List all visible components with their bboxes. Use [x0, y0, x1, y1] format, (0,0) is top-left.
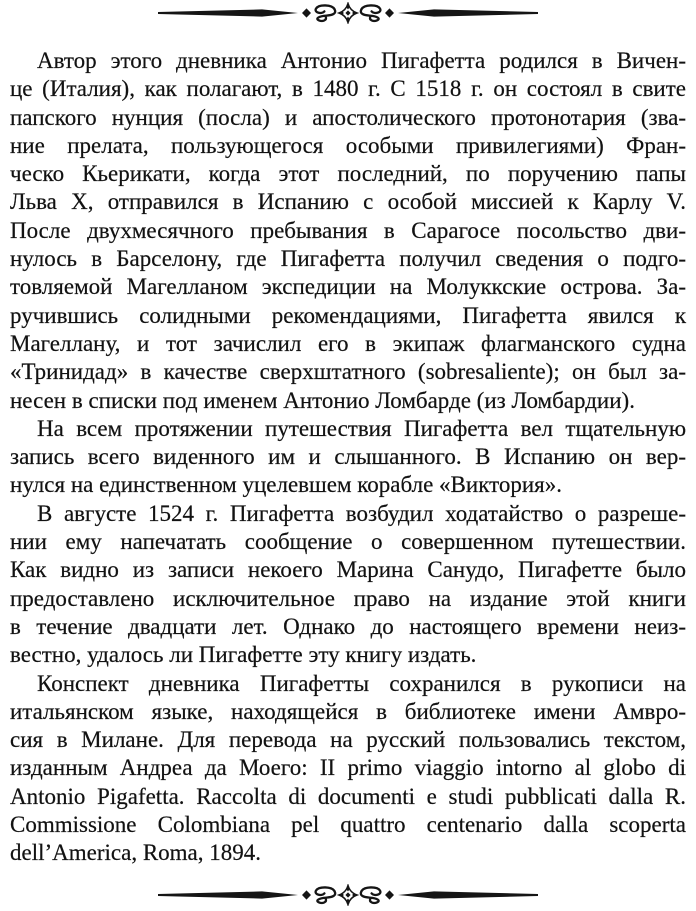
text-line: в течение двадцати лет. Однако до настоящего времени неиз- — [10, 613, 686, 639]
paragraph — [10, 47, 686, 415]
text-line: итальянском языке, находящейся в библиотеке имени Амвро- — [10, 698, 686, 724]
fleuron-divider-icon — [158, 4, 538, 23]
text-line: Льва X, отправился в Испанию с особой миссией к Карлу V. — [10, 189, 686, 215]
text-line: dell’America, Roma, 1894. — [10, 840, 262, 866]
text-line: ручившись солидными рекомендациями, Пигафетта явился к — [10, 302, 686, 328]
text-line: предоставлено исключительное право на издание этой книги — [10, 585, 686, 611]
paragraph — [10, 500, 686, 670]
text-line: После двухмесячного пребывания в Сарагосе посольство дви- — [10, 217, 686, 243]
text-line: В августе 1524 г. Пигафетта возбудил ходатайство о разреше- — [37, 500, 686, 526]
text-line: несен в списки под именем Антонио Ломбарде (из Ломбардии). — [10, 387, 635, 413]
text-line: Магеллану, и тот зачислил его в экипаж флагманского судна — [10, 330, 686, 356]
text-line: Как видно из записи некоего Марина Санудо, Пигафетте было — [10, 557, 686, 583]
paragraph — [10, 670, 686, 868]
text-line: Конспект дневника Пигафетты сохранился в рукописи на — [37, 670, 686, 696]
paragraph — [10, 415, 686, 500]
text-line: ние прелата, пользующегося особыми привилегиями) Фран- — [10, 132, 686, 158]
text-line: це (Италия), как полагают, в 1480 г. С 1518 г. он состоял в свите — [10, 76, 686, 102]
text-line: сия в Милане. Для перевода на русский пользовались текстом, — [10, 727, 686, 753]
text-line: Commissione Colombiana pel quattro centenario dalla scoperta — [10, 812, 686, 838]
text-line: «Тринидад» в качестве сверхштатного (sobresaliente); он был за- — [10, 359, 686, 385]
top-divider-ornament — [158, 2, 538, 24]
text-line: изданным Андреа да Моего: II primo viaggio intorno al globo di — [10, 755, 686, 781]
text-line: Antonio Pigafetta. Raccolta di documenti e studi pubblicati dalla R. — [10, 783, 686, 809]
bottom-divider-ornament — [158, 884, 538, 906]
fleuron-divider-icon — [158, 886, 538, 905]
text-line: На всем протяжении путешествия Пигафетта вел тщательную — [37, 415, 686, 441]
text-line: Автор этого дневника Антонио Пигафетта родился в Вичен- — [37, 48, 686, 73]
text-line: нулся на единственном уцелевшем корабле «Виктория». — [10, 472, 562, 498]
text-line: запись всего виденного им и слышанного. В Испанию он вер- — [10, 444, 686, 470]
text-line: ческо Кьерикати, когда этот последний, по поручению папы — [10, 161, 686, 187]
page-text — [10, 47, 686, 868]
text-line: нулось в Барселону, где Пигафетта получил сведения о подго- — [10, 246, 686, 272]
text-line: нии ему напечатать сообщение о совершенном путешествии. — [10, 529, 686, 555]
text-line: вестно, удалось ли Пигафетте эту книгу издать. — [10, 642, 477, 668]
text-line: папского нунция (посла) и апостолического протонотария (зва- — [10, 104, 686, 130]
text-line: товляемой Магелланом экспедиции на Молуккские острова. За- — [10, 274, 686, 300]
